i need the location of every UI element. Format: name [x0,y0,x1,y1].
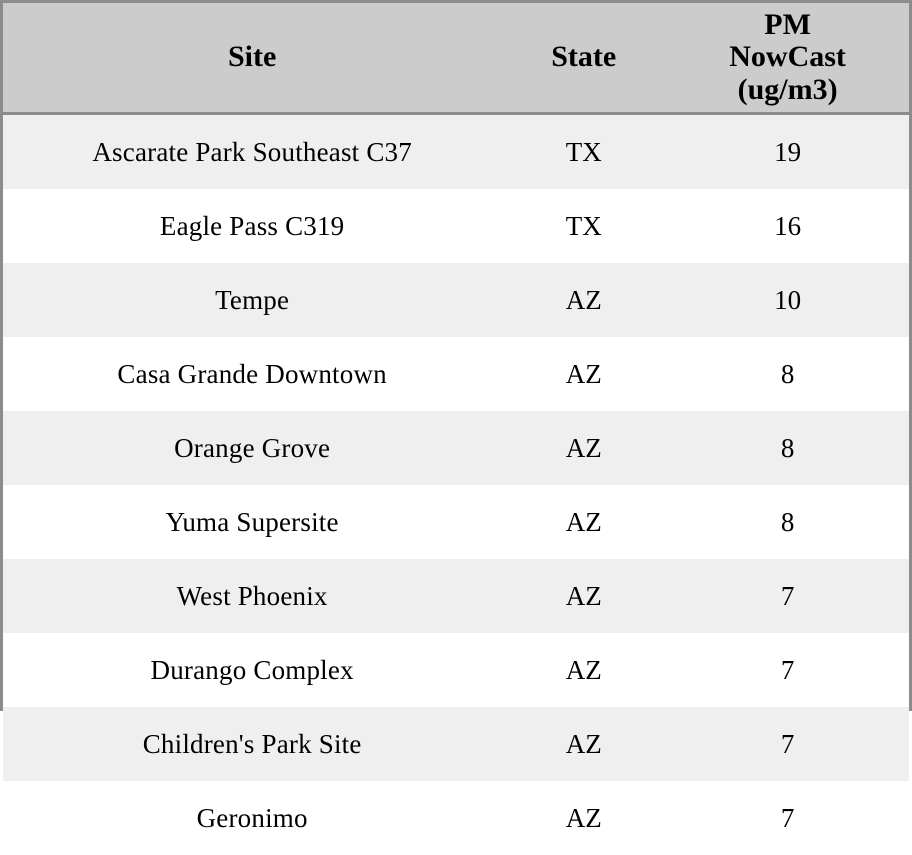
column-header-site: Site [3,3,501,114]
table-row [3,114,909,190]
cell-pm-nowcast: 19 [666,114,909,190]
table-row [3,263,909,337]
cell-state: AZ [501,411,666,485]
table-row [3,189,909,263]
cell-pm-nowcast: 16 [666,189,909,263]
column-header-pm-nowcast-line2: NowCast [729,40,846,74]
cell-site: Geronimo [3,781,501,855]
table-row [3,411,909,485]
cell-site: Orange Grove [3,411,501,485]
cell-state: TX [501,114,666,190]
cell-state: AZ [501,559,666,633]
cell-pm-nowcast: 8 [666,411,909,485]
table-header-row [3,3,909,114]
cell-state: AZ [501,781,666,855]
cell-pm-nowcast: 8 [666,337,909,411]
cell-pm-nowcast: 7 [666,707,909,781]
cell-site: Yuma Supersite [3,485,501,559]
column-header-pm-nowcast [666,3,909,114]
cell-pm-nowcast: 7 [666,633,909,707]
pm-nowcast-table [3,3,909,855]
column-header-pm-nowcast-line3: (ug/m3) [737,72,838,106]
table-row [3,633,909,707]
table-row [3,781,909,855]
cell-site: Tempe [3,263,501,337]
cell-site: Eagle Pass C319 [3,189,501,263]
cell-state: AZ [501,707,666,781]
table-row [3,559,909,633]
cell-state: AZ [501,633,666,707]
cell-site: Children's Park Site [3,707,501,781]
cell-state: AZ [501,485,666,559]
cell-pm-nowcast: 7 [666,781,909,855]
cell-site: Casa Grande Downtown [3,337,501,411]
table-row [3,337,909,411]
cell-pm-nowcast: 10 [666,263,909,337]
cell-site: Durango Complex [3,633,501,707]
column-header-pm-nowcast-line1: PM [764,8,811,41]
cell-pm-nowcast: 7 [666,559,909,633]
cell-state: AZ [501,337,666,411]
cell-state: TX [501,189,666,263]
column-header-state: State [501,3,666,114]
cell-state: AZ [501,263,666,337]
table-row [3,707,909,781]
cell-site: West Phoenix [3,559,501,633]
cell-pm-nowcast: 8 [666,485,909,559]
table-header [3,3,909,114]
cell-site: Ascarate Park Southeast C37 [3,114,501,190]
table-body [3,114,909,855]
table-row [3,485,909,559]
